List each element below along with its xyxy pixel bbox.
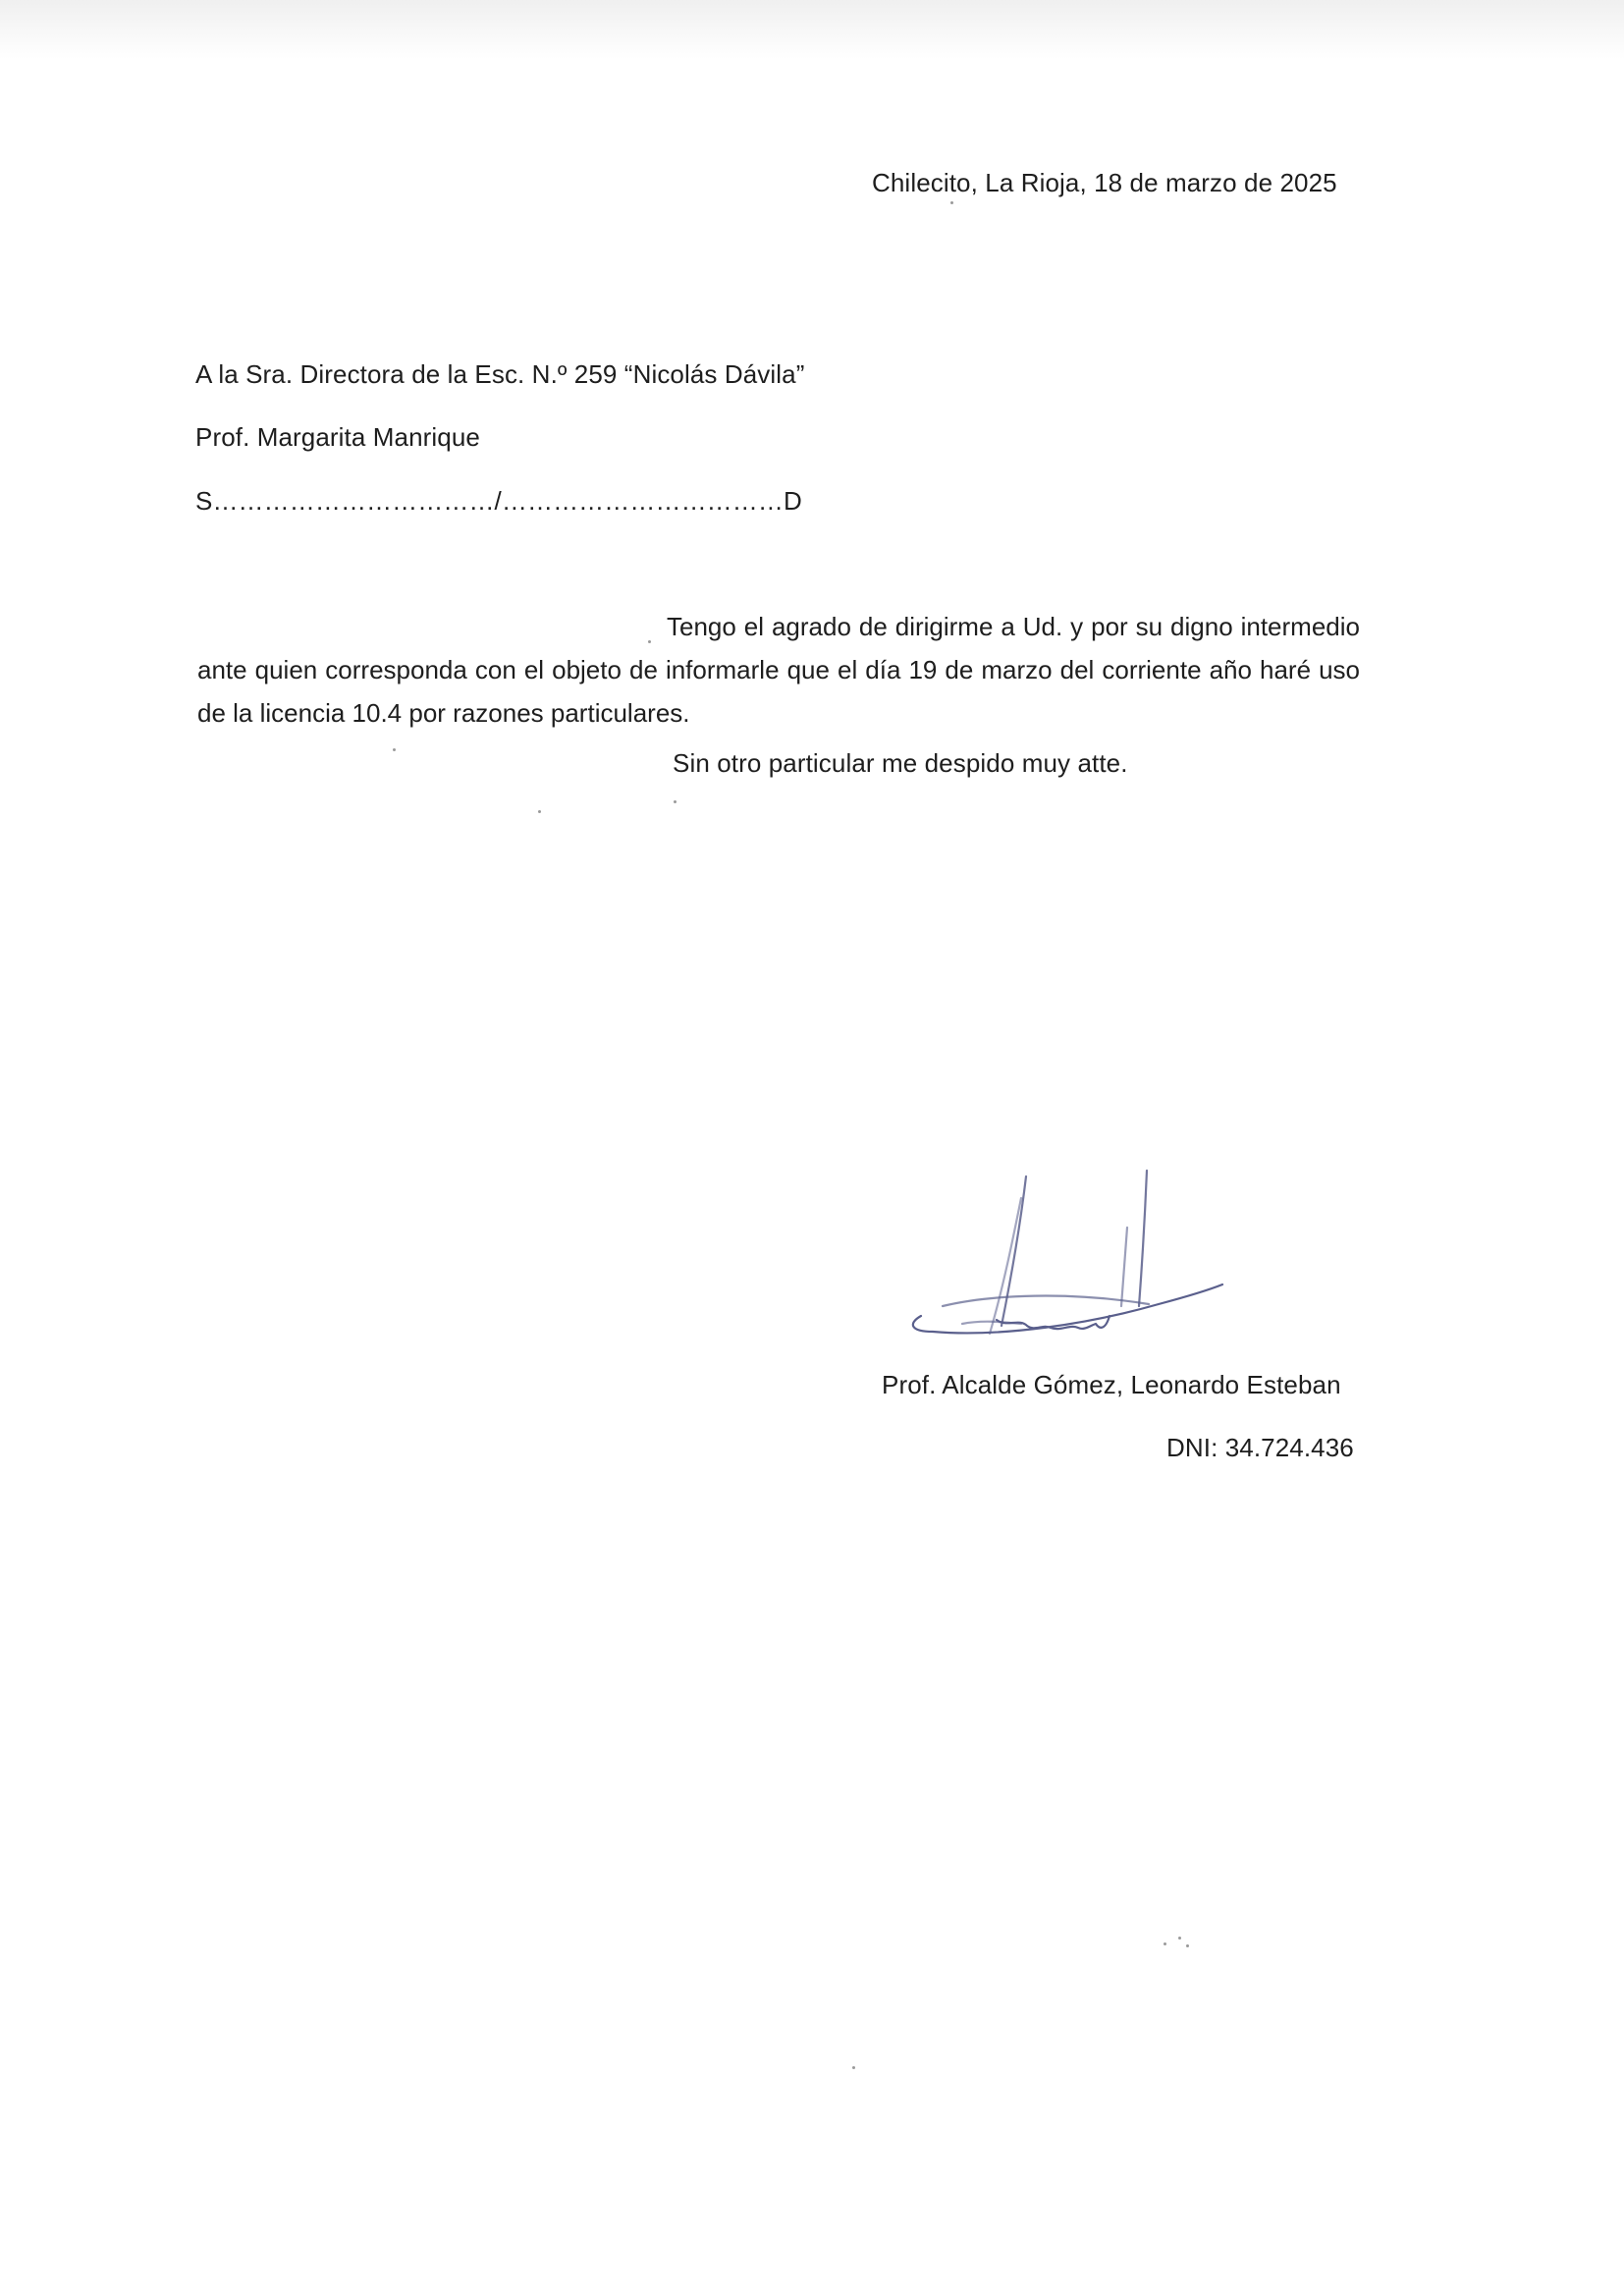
closing-line: Sin otro particular me despido muy atte.: [673, 748, 1128, 778]
scan-speck: [393, 748, 396, 751]
salutation-sd-line: S……………………………/……………………………D: [195, 486, 802, 516]
signatory-name: Prof. Alcalde Gómez, Leonardo Esteban: [882, 1370, 1341, 1399]
scan-speck: [1178, 1937, 1181, 1940]
scan-speck: [648, 640, 651, 643]
scan-speck: [538, 810, 541, 813]
date-line: Chilecito, La Rioja, 18 de marzo de 2025: [872, 168, 1337, 197]
scan-speck: [852, 2066, 855, 2069]
scan-speck: [674, 800, 677, 803]
signatory-dni: DNI: 34.724.436: [1166, 1433, 1354, 1462]
scan-speck: [950, 201, 953, 204]
scan-speck: [1186, 1944, 1189, 1947]
handwritten-signature: [903, 1159, 1237, 1355]
scan-speck: [1164, 1942, 1166, 1945]
body-paragraph: Tengo el agrado de dirigirme a Ud. y por su digno intermedio ante quien corresponda con el objeto de informarle que el día 19 de marzo del corriente año haré uso de la licencia 10.4 por razones particulares.: [197, 612, 1360, 728]
recipient-line: A la Sra. Directora de la Esc. N.º 259 “Nicolás Dávila”: [195, 359, 805, 389]
scan-edge-shadow: [0, 0, 1624, 59]
recipient-name: Prof. Margarita Manrique: [195, 422, 480, 452]
